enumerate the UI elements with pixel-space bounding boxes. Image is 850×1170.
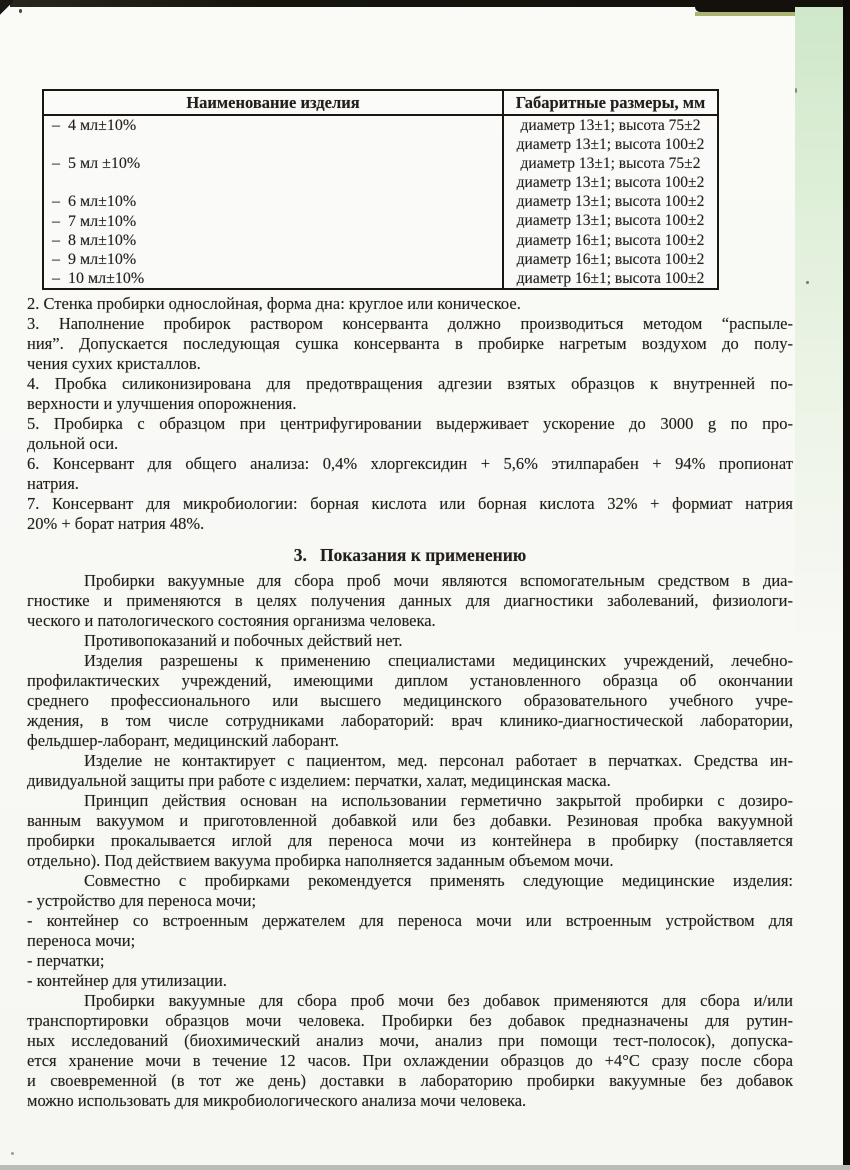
scan-speck (806, 281, 809, 284)
product-size-table (42, 89, 719, 290)
size-value: диаметр 16±1; высота 100±2 (516, 269, 705, 287)
text-line: 7. Консервант для микробиологии: борная кислота или борная кислота 32% + формиат натрия (27, 494, 793, 513)
paragraph (27, 891, 793, 911)
numbered-paragraphs (27, 294, 793, 534)
size-value: диаметр 13±1; высота 100±2 (516, 193, 705, 211)
text-line: - перчатки; (27, 951, 105, 970)
text-line: Противопоказаний и побочных действий нет. (84, 631, 403, 650)
paragraph (27, 991, 793, 1111)
text-line: Совместно с пробирками рекомендуется применять следующие медицинские изделия: (84, 871, 793, 890)
volume-item: – 5 мл ±10% (52, 155, 141, 173)
volume-item: – 6 мл±10% (52, 193, 137, 211)
text-line: Пробирки вакуумные для сбора проб мочи являются вспомогательным средством в диа- (84, 571, 793, 590)
text-line: ных исследований (биохимический анализ мочи, анализ при помощи тест-полосок), допуска- (27, 1031, 793, 1050)
text-line: дольной оси. (27, 434, 119, 453)
size-value: диаметр 16±1; высота 100±2 (516, 231, 705, 249)
text-line: Изделие не контактирует с пациентом, мед. персонал работает в перчатках. Средства ин- (84, 751, 793, 770)
size-value: диаметр 13±1; высота 100±2 (516, 136, 705, 154)
text-line: 5. Пробирка с образцом при центрифугировании выдерживает ускорение до 3000 g по про- (27, 414, 793, 433)
paragraph (27, 651, 793, 751)
scan-speck (19, 9, 22, 13)
size-value: диаметр 13±1; высота 75±2 (520, 155, 701, 173)
paragraph (27, 971, 793, 991)
paragraph (27, 314, 793, 374)
size-value: диаметр 13±1; высота 75±2 (520, 117, 701, 134)
text-line: ванным вакуумом и приготовленной добавкой или без добавки. Резиновая пробка вакуумной (27, 811, 793, 830)
text-line: Пробирки вакуумные для сбора проб мочи без добавок применяются для сбора и/или (84, 991, 793, 1010)
paragraph (27, 751, 793, 791)
text-line: фельдшер-лаборант, медицинский лаборант. (27, 731, 339, 750)
text-line: чения сухих кристаллов. (27, 354, 201, 373)
paragraph (27, 374, 793, 414)
text-line: можно использовать для микробиологического анализа мочи человека. (27, 1091, 527, 1110)
text-line: отдельно). Под действием вакуума пробирка наполняется заданным объемом мочи. (27, 851, 614, 870)
paragraph (27, 871, 793, 891)
text-line: Изделия разрешены к применению специалистами медицинских учреждений, лечебно- (84, 651, 793, 670)
size-value: диаметр 16±1; высота 100±2 (516, 250, 705, 268)
size-value: диаметр 13±1; высота 100±2 (516, 174, 705, 192)
paragraph (27, 951, 793, 971)
text-line: ческого и патологического состояния организма человека. (27, 611, 436, 630)
volume-item: – 4 мл±10% (52, 117, 137, 134)
text-line: ния”. Допускается последующая сушка консерванта в пробирке нагретым воздухом до полу- (27, 334, 793, 353)
text-line: среднего профессионального или высшего медицинского образовательного учебного учре- (27, 691, 793, 710)
text-line: Принцип действия основан на использовании герметично закрытой пробирки с дозиро- (84, 791, 793, 810)
paragraph (27, 494, 793, 534)
table-volume-column (44, 116, 502, 288)
text-line: 2. Стенка пробирки однослойная, форма дна: круглое или коническое. (27, 294, 521, 313)
scan-speck (11, 1152, 14, 1155)
table-body-row (44, 116, 717, 288)
text-line: - устройство для переноса мочи; (27, 891, 257, 910)
paragraph (27, 631, 793, 651)
table-header-size: Габаритные размеры, мм (502, 91, 717, 114)
section-heading: 3. Показания к применению (293, 545, 527, 565)
text-line: профилактических учреждений, имеющими диплом установленного образца об окончании (27, 671, 793, 690)
volume-item: – 7 мл±10% (52, 212, 137, 230)
text-line: 4. Пробка силиконизирована для предотвращения адгезии взятых образцов к внутренней по- (27, 374, 793, 393)
text-line: 20% + борат натрия 48%. (27, 514, 205, 533)
scanner-edge-bottom (0, 1165, 850, 1170)
text-line: пробирки прокалывается иглой для переноса мочи из контейнера в пробирку (поставляется (27, 831, 793, 850)
text-line: 3. Наполнение пробирок раствором консерванта должно производиться методом “распыле- (27, 314, 793, 333)
page-right-edge-tint (795, 7, 843, 647)
volume-item: – 8 мл±10% (52, 231, 137, 249)
scan-speck (795, 88, 797, 93)
text-line: гностике и применяются в целях получения данных для диагностики заболеваний, физиологи- (27, 591, 793, 610)
text-line: - контейнер для утилизации. (27, 971, 227, 990)
table-header-row (44, 91, 717, 116)
paragraph (27, 571, 793, 631)
text-line: переноса мочи; (27, 931, 136, 950)
size-value: диаметр 13±1; высота 100±2 (516, 212, 705, 230)
text-line: ется хранение мочи в течение 12 часов. При охлаждении образцов до +4°С сразу после сбора (27, 1051, 793, 1070)
paragraph (27, 294, 793, 314)
scan-corner-artifact (0, 0, 13, 15)
text-line: - контейнер со встроенным держателем для переноса мочи или встроенным устройством для (27, 911, 793, 930)
scanner-edge-right (843, 0, 850, 1170)
text-line: натрия. (27, 474, 79, 493)
document-content (27, 89, 793, 1111)
paragraph (27, 414, 793, 454)
text-line: дивидуальной защиты при работе с изделием: перчатки, халат, медицинская маска. (27, 771, 611, 790)
paragraph (27, 791, 793, 871)
table-header-name: Наименование изделия (186, 93, 360, 112)
paragraph (27, 454, 793, 494)
section-paragraphs (27, 571, 793, 1111)
paragraph (27, 911, 793, 951)
volume-item: – 9 мл±10% (52, 250, 137, 268)
text-line: ждения, в том числе сотрудниками лабораторий: врач клинико-диагностической лаборатории, (27, 711, 793, 730)
table-size-column (502, 116, 717, 288)
text-line: верхности и улучшения опорожнения. (27, 394, 297, 413)
text-line: и своевременной (в тот же день) доставки в лабораторию пробирки вакуумные без добавок (27, 1071, 793, 1090)
volume-item: – 10 мл±10% (52, 269, 145, 287)
text-line: 6. Консервант для общего анализа: 0,4% хлоргексидин + 5,6% этилпарабен + 94% пропионат (27, 454, 793, 473)
text-line: транспортировки образцов мочи человека. Пробирки без добавок предназначены для рутин- (27, 1011, 793, 1030)
